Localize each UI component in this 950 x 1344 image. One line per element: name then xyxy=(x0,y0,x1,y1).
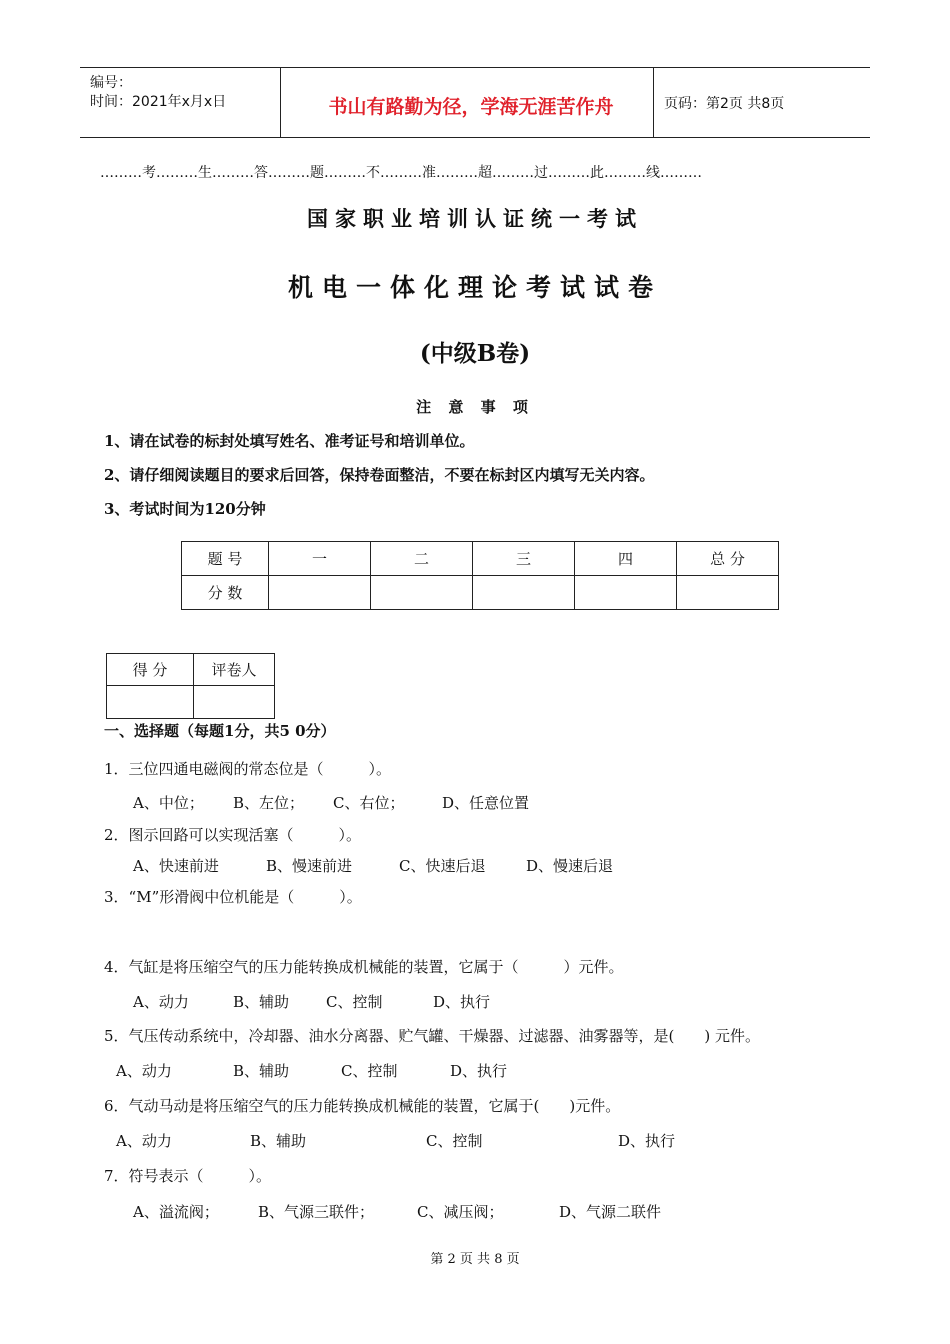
option: C、控制 xyxy=(326,993,383,1011)
option: C、控制 xyxy=(426,1132,483,1150)
question-4: 4．气缸是将压缩空气的压力能转换成机械能的装置，它属于（ ）元件。 xyxy=(104,958,624,976)
score-header-cell: 三 xyxy=(473,542,575,576)
option: A、中位； xyxy=(133,794,204,812)
question-6: 6．气动马动是将压缩空气的压力能转换成机械能的装置，它属于( )元件。 xyxy=(104,1097,621,1115)
option: C、快速后退 xyxy=(399,857,486,875)
code-label: 编号： xyxy=(90,75,132,91)
option: A、动力 xyxy=(116,1132,172,1150)
page-header xyxy=(80,67,870,138)
header-info-cell xyxy=(80,68,281,137)
header-page-cell xyxy=(654,68,870,137)
grader-input-row xyxy=(107,686,275,719)
option: D、慢速后退 xyxy=(526,857,614,875)
score-table xyxy=(181,541,779,610)
score-cell[interactable] xyxy=(473,576,575,610)
notice-title: 注 意 事 项 xyxy=(416,398,534,416)
score-cell[interactable] xyxy=(371,576,473,610)
question-1: 1．三位四通电磁阀的常态位是（ ）。 xyxy=(104,760,392,778)
question-7: 7．符号表示（ ）。 xyxy=(104,1167,272,1185)
grader-table xyxy=(106,653,275,719)
page-footer: 第 2 页 共 8 页 xyxy=(430,1252,520,1267)
score-header-cell: 题 号 xyxy=(182,542,269,576)
option: D、任意位置 xyxy=(442,794,530,812)
option: D、执行 xyxy=(450,1062,508,1080)
question-5: 5．气压传动系统中，冷却器、油水分离器、贮气罐、干燥器、过滤器、油雾器等，是( ) 元件。 xyxy=(104,1027,761,1045)
grader-score-cell[interactable] xyxy=(107,686,194,719)
page-info: 页码：第2页 共8页 xyxy=(664,96,785,112)
score-cell[interactable] xyxy=(677,576,779,610)
section-title: 一、选择题（每题1分，共5 0分） xyxy=(104,722,336,740)
option: B、辅助 xyxy=(250,1132,307,1150)
option: B、慢速前进 xyxy=(266,857,353,875)
option: B、左位； xyxy=(233,794,305,812)
option: D、执行 xyxy=(618,1132,676,1150)
option: A、溢流阀； xyxy=(133,1203,219,1221)
option: B、辅助 xyxy=(233,993,290,1011)
score-header-cell: 四 xyxy=(575,542,677,576)
grader-score-label: 得 分 xyxy=(107,654,194,686)
score-header-cell: 总 分 xyxy=(677,542,779,576)
score-cell[interactable] xyxy=(575,576,677,610)
score-header-cell: 一 xyxy=(269,542,371,576)
paper-title: 机电一体化理论考试试卷 xyxy=(287,273,662,302)
option: C、减压阀； xyxy=(417,1203,504,1221)
score-header-cell: 二 xyxy=(371,542,473,576)
option: A、快速前进 xyxy=(133,857,219,875)
grader-name-cell[interactable] xyxy=(194,686,275,719)
notice-item: 1、请在试卷的标封处填写姓名、准考证号和培训单位。 xyxy=(104,432,475,450)
score-cell[interactable] xyxy=(269,576,371,610)
notice-item: 2、请仔细阅读题目的要求后回答，保持卷面整洁，不要在标封区内填写无关内容。 xyxy=(104,466,655,484)
option: B、辅助 xyxy=(233,1062,290,1080)
exam-title: 国家职业培训认证统一考试 xyxy=(307,206,643,231)
score-table-header-row xyxy=(182,542,779,576)
notice-item: 3、考试时间为120分钟 xyxy=(104,500,266,518)
time-label: 时间：2021年x月x日 xyxy=(90,94,227,110)
seal-line: ………考………生………答………题………不………准………超………过………此………线……… xyxy=(100,165,702,181)
option: B、气源三联件； xyxy=(258,1203,375,1221)
option: C、右位； xyxy=(333,794,405,812)
grader-name-label: 评卷人 xyxy=(194,654,275,686)
score-row-label: 分 数 xyxy=(182,576,269,610)
question-3: 3．“M”形滑阀中位机能是（ ）。 xyxy=(104,888,362,906)
paper-level: (中级B卷) xyxy=(419,340,531,367)
option: D、执行 xyxy=(433,993,491,1011)
option: A、动力 xyxy=(133,993,189,1011)
option: C、控制 xyxy=(341,1062,398,1080)
header-motto-cell xyxy=(281,68,654,137)
score-table-score-row xyxy=(182,576,779,610)
option: A、动力 xyxy=(116,1062,172,1080)
question-2: 2．图示回路可以实现活塞（ ）。 xyxy=(104,826,362,844)
grader-header-row xyxy=(107,654,275,686)
motto: 书山有路勤为径，学海无涯苦作舟 xyxy=(328,96,614,118)
option: D、气源二联件 xyxy=(559,1203,662,1221)
